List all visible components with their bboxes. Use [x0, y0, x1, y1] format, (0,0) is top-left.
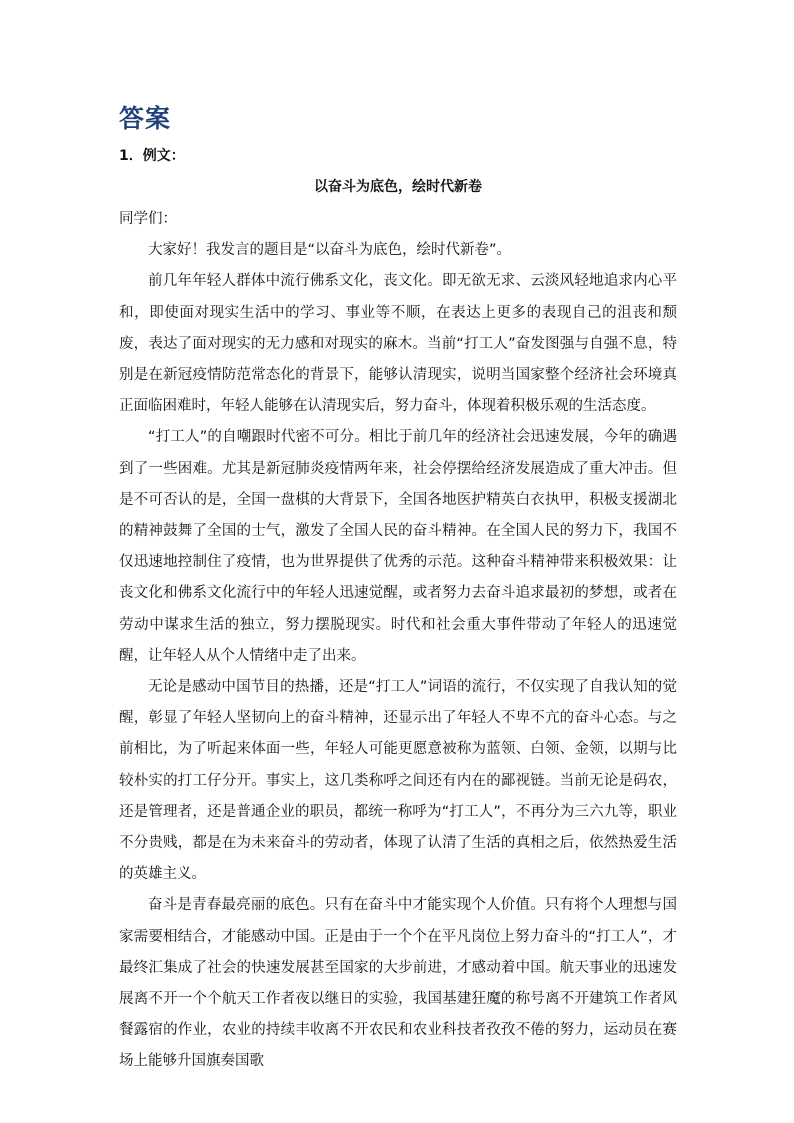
question-number: 1．例文：	[119, 148, 185, 164]
essay-paragraph: 前几年年轻人群体中流行佛系文化，丧文化。即无欲无求、云淡风轻地追求内心平和，即使面对现实生活中的学习、事业等不顺，在表达上更多的表现自己的沮丧和颓废，表达了面对现实的无力感和对现实的麻木。当前“打工人”奋发图强与自强不息，特别是在新冠疫情防范常态化的背景下，能够认清现实，说明当国家整个经济社会环境真正面临困难时，年轻人能够在认清现实后，努力奋斗，体现着积极乐观的生活态度。	[119, 273, 677, 415]
essay-body	[119, 204, 677, 1078]
salutation: 同学们：	[119, 211, 177, 227]
essay-paragraph: 无论是感动中国节目的热播，还是“打工人”词语的流行，不仅实现了自我认知的觉醒，彰显了年轻人坚韧向上的奋斗精神，还显示出了年轻人不卑不亢的奋斗心态。与之前相比，为了听起来体面一些，年轻人可能更愿意被称为蓝领、白领、金领，以期与比较朴实的打工仔分开。事实上，这几类称呼之间还有内在的鄙视链。当前无论是码农，还是管理者，还是普通企业的职员，都统一称呼为“打工人”，不再分为三六九等，职业不分贵贱，都是在为未来奋斗的劳动者，体现了认清了生活的真相之后，依然热爱生活的英雄主义。	[119, 679, 677, 883]
essay-paragraph: 大家好！我发言的题目是“以奋斗为底色，绘时代新卷”。	[148, 242, 512, 259]
essay-paragraph: “打工人”的自嘲跟时代密不可分。相比于前几年的经济社会迅速发展，今年的确遇到了一些困难。尤其是新冠肺炎疫情两年来，社会停摆给经济发展造成了重大冲击。但是不可否认的是，全国一盘棋的大背景下，全国各地医护精英白衣执甲，积极支援湖北的精神鼓舞了全国的士气，激发了全国人民的奋斗精神。在全国人民的努力下，我国不仅迅速地控制住了疫情，也为世界提供了优秀的示范。这种奋斗精神带来积极效果：让丧文化和佛系文化流行中的年轻人迅速觉醒，或者努力去奋斗追求最初的梦想，或者在劳动中谋求生活的独立，努力摆脱现实。时代和社会重大事件带动了年轻人的迅速觉醒，让年轻人从个人情绪中走了出来。	[119, 429, 677, 664]
essay-paragraph: 奋斗是青春最亮丽的底色。只有在奋斗中才能实现个人价值。只有将个人理想与国家需要相结合，才能感动中国。正是由于一个个在平凡岗位上努力奋斗的“打工人”，才最终汇集成了社会的快速发展甚至国家的大步前进，才感动着中国。航天事业的迅速发展离不开一个个航天工作者夜以继日的实验，我国基建狂魔的称号离不开建筑工作者风餐露宿的作业，农业的持续丰收离不开农民和农业科技者孜孜不倦的努力，运动员在赛场上能够升国旗奏国歌	[119, 897, 677, 1070]
answer-heading: 答案	[119, 104, 172, 133]
essay-title: 以奋斗为底色，绘时代新卷	[314, 179, 482, 195]
